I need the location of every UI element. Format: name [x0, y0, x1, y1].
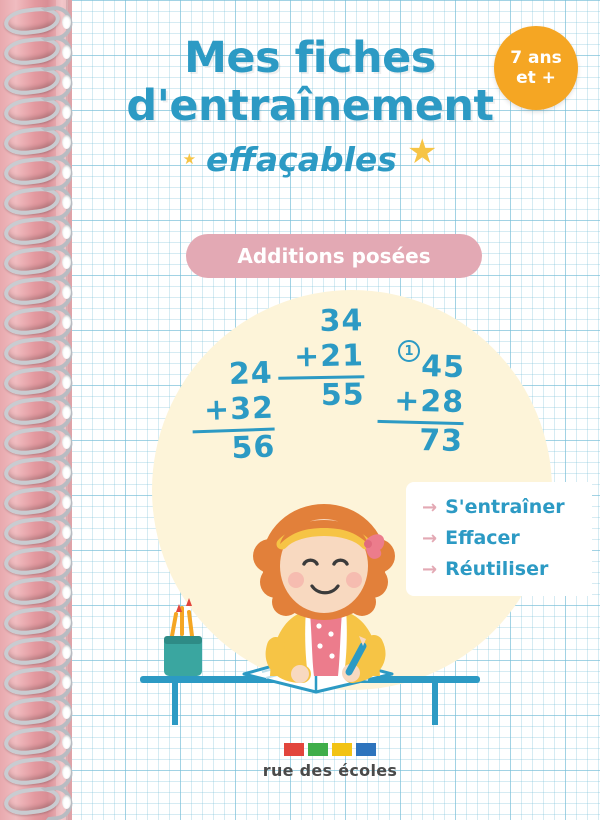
- spiral-ring: [3, 665, 62, 698]
- spiral-punch-hole: [62, 165, 71, 179]
- feature-item-3: [422, 558, 582, 580]
- sum-result: 55: [320, 376, 365, 413]
- spiral-punch-hole: [62, 195, 71, 209]
- spiral-punch-hole: [62, 765, 71, 779]
- title-line-1: Mes fiches: [184, 33, 436, 83]
- spiral-ring: [3, 725, 62, 758]
- logo-bar: [332, 743, 352, 756]
- plus-sign: +: [393, 383, 421, 419]
- spiral-punch-hole: [62, 135, 71, 149]
- spiral-punch-hole: [62, 375, 71, 389]
- spiral-ring: [3, 95, 62, 128]
- spiral-punch-hole: [62, 645, 71, 659]
- age-badge: [494, 26, 578, 110]
- title-line-2: d'entraînement: [126, 81, 494, 132]
- feature-label: S'entraîner: [445, 496, 565, 518]
- age-badge-line-2: et +: [516, 68, 556, 88]
- spiral-ring: [3, 485, 62, 518]
- subtitle: effaçables: [206, 140, 397, 180]
- addend-bottom: 21: [319, 338, 365, 374]
- arrow-icon: →: [422, 497, 438, 518]
- spiral-punch-hole: [62, 285, 71, 299]
- logo-bar: [308, 743, 328, 756]
- carry-digit-circle: 1: [398, 340, 420, 362]
- spiral-punch-hole: [62, 555, 71, 569]
- page-title: [95, 34, 525, 130]
- spiral-ring: [3, 545, 62, 578]
- plus-sign: +: [203, 391, 231, 428]
- spiral-ring: [3, 335, 62, 368]
- spiral-punch-hole: [62, 105, 71, 119]
- spiral-punch-hole: [62, 795, 71, 809]
- spiral-ring: [3, 755, 62, 788]
- spiral-punch-hole: [62, 225, 71, 239]
- spiral-punch-hole: [62, 465, 71, 479]
- spiral-ring: [3, 5, 62, 38]
- arrow-icon: →: [422, 559, 438, 580]
- star-icon-right: ★: [406, 131, 438, 172]
- topic-badge: Additions posées: [186, 234, 482, 278]
- spiral-rings: [0, 0, 72, 820]
- sum-result: 73: [418, 422, 464, 459]
- title-block: [95, 34, 525, 179]
- feature-label: Réutiliser: [445, 558, 549, 580]
- addend-bottom: 32: [229, 390, 275, 427]
- spiral-ring: [3, 185, 62, 218]
- spiral-ring: [3, 275, 62, 308]
- spiral-ring: [3, 455, 62, 488]
- spiral-ring: [3, 575, 62, 608]
- spiral-punch-hole: [62, 585, 71, 599]
- logo-bar: [284, 743, 304, 756]
- subtitle-row: [95, 131, 525, 180]
- sum-result: 56: [230, 429, 276, 466]
- addend-bottom-row: [191, 391, 274, 433]
- star-icon-left: ★: [182, 150, 197, 169]
- addend-top: 45: [420, 348, 466, 386]
- spiral-punch-hole: [62, 45, 71, 59]
- arrow-icon: →: [422, 528, 438, 549]
- spiral-ring: [3, 635, 62, 668]
- spiral-punch-hole: [62, 675, 71, 689]
- addend-bottom-row: [378, 384, 465, 425]
- spiral-punch-hole: [62, 75, 71, 89]
- addend-bottom: 28: [419, 383, 465, 420]
- spiral-ring: [3, 35, 62, 68]
- addend-bottom-row: [278, 339, 365, 379]
- feature-label: Effacer: [445, 527, 520, 549]
- spiral-ring: [3, 515, 62, 548]
- spiral-punch-hole: [62, 255, 71, 269]
- logo-color-bars: [245, 743, 415, 756]
- addition-example-2: [277, 304, 365, 414]
- spiral-ring: [3, 155, 62, 188]
- spiral-punch-hole: [62, 345, 71, 359]
- spiral-ring: [3, 425, 62, 458]
- spiral-ring: [3, 365, 62, 398]
- spiral-punch-hole: [62, 735, 71, 749]
- spiral-ring: [3, 125, 62, 158]
- spiral-punch-hole: [62, 405, 71, 419]
- publisher-name: rue des écoles: [262, 761, 398, 780]
- spiral-punch-hole: [62, 495, 71, 509]
- spiral-ring: [3, 395, 62, 428]
- spiral-punch-hole: [62, 435, 71, 449]
- feature-list: [406, 482, 592, 596]
- age-badge-line-1: 7 ans: [510, 47, 562, 68]
- addend-top: 24: [228, 355, 274, 393]
- logo-bar: [356, 743, 376, 756]
- spiral-ring: [3, 215, 62, 248]
- plus-sign: +: [293, 338, 321, 375]
- feature-item-1: [422, 496, 582, 518]
- spiral-punch-hole: [62, 525, 71, 539]
- addend-top: 34: [319, 303, 364, 340]
- spiral-ring: [3, 305, 62, 338]
- spiral-ring: [3, 605, 62, 638]
- publisher-logo: [245, 743, 415, 780]
- spiral-ring: [3, 695, 62, 728]
- spiral-ring: [3, 65, 62, 98]
- spiral-ring: [3, 785, 62, 818]
- spiral-ring: [3, 245, 62, 278]
- spiral-punch-hole: [62, 315, 71, 329]
- feature-item-2: [422, 527, 582, 549]
- spiral-punch-hole: [62, 705, 71, 719]
- spiral-punch-hole: [62, 615, 71, 629]
- spiral-punch-hole: [62, 15, 71, 29]
